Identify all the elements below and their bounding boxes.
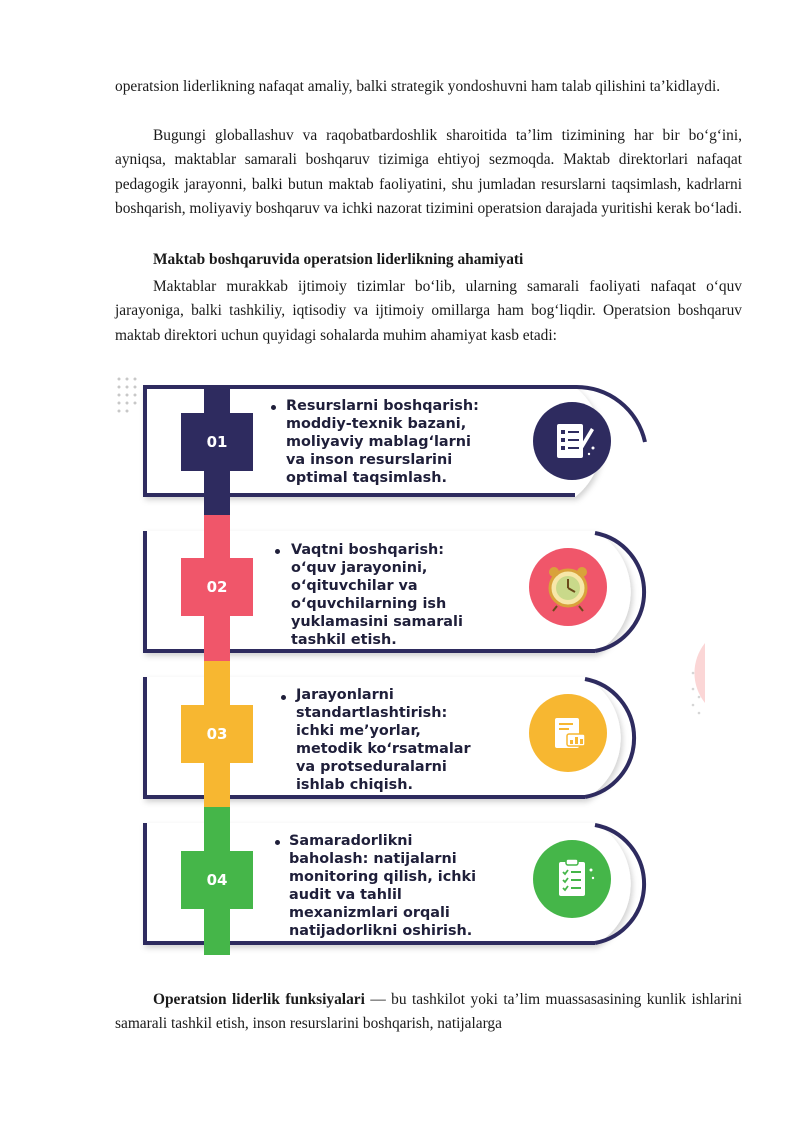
card-4-text: Samaradorlikni baholash: natijalarni monitoring qilish, ichki audit va tahlil mexanizmlari orqali natijadorlikni oshirish. (289, 833, 477, 939)
step-number-03: 03 (206, 725, 228, 743)
step-number-02: 02 (206, 578, 228, 596)
card-1-text: Resurslarni boshqarish: moddiy-texnik bazani, moliyaviy mablag‘larni va inson resurslarini optimal taqsimlash. (286, 398, 479, 486)
functions-definition: — bu tashkilot yoki ta’lim muassasasining kunlik ishlarini samarali tashkil etish, inson resurslarini boshqarish, natijalarga (115, 991, 742, 1033)
checklist-icon (533, 402, 611, 480)
section-heading: Maktab boshqaruvida operatsion liderlikning ahamiyati (153, 251, 524, 268)
paragraph-intro: operatsion liderlikning nafaqat amaliy, balki strategik yondoshuvni ham talab qilishini ta’kidlaydi. (115, 78, 721, 95)
paragraph-functions (115, 988, 742, 1037)
card-3-text: Jarayonlarni standartlashtirish: ichki me’yorlar, metodik ko‘rsatmalar va protseduralarni ishlab chiqish. (296, 687, 471, 793)
step-number-01: 01 (206, 433, 228, 451)
alarm-clock-icon (529, 548, 607, 626)
card-2-text: Vaqtni boshqarish: o‘quv jarayonini, o‘qituvchilar va o‘quvchilarning ish yuklamasini samarali tashkil etish. (291, 542, 463, 648)
bullet-1 (271, 405, 276, 410)
bullet-2 (275, 549, 280, 554)
functions-term: Operatsion liderlik funksiyalari (153, 991, 365, 1008)
clipboard-check-icon (533, 840, 611, 918)
paragraph-importance: Maktablar murakkab ijtimoiy tizimlar bo‘lib, ularning samarali faoliyati nafaqat o‘quv jarayoniga, balki tashkiliy, iqtisodiy va ijtimoiy omillarga ham bog‘liqdir. Operatsion boshqaruv maktab direktori uchun quyidagi sohalarda muhim ahamiyat kasb etadi: (115, 278, 742, 344)
bullet-3 (281, 695, 286, 700)
document-chart-icon (529, 694, 607, 772)
bullet-4 (275, 840, 280, 845)
operational-areas-infographic (115, 373, 705, 961)
step-number-04: 04 (206, 871, 228, 889)
paragraph-globalization: Bugungi globallashuv va raqobatbardoshlik sharoitida ta’lim tizimining har bir bo‘g‘ini, ayniqsa, maktablar samarali boshqaruv tizimiga ehtiyoj sezmoqda. Maktab direktorlari nafaqat pedagogik jarayonni, balki butun maktab faoliyatini, shu jumladan resurslarni taqsimlash, kadrlarni boshqarish, moliyaviy boshqaruv va ichki nazorat tizimini operatsion darajada yuritishi kerak bo‘ladi. (115, 127, 743, 217)
